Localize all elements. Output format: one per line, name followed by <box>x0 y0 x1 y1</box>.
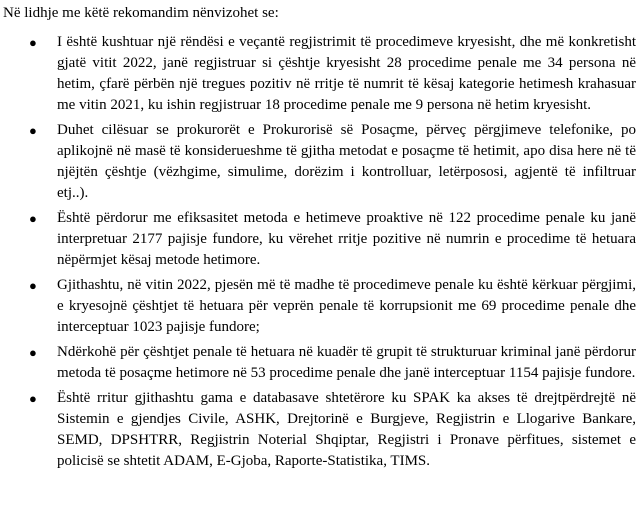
list-item <box>0 208 642 271</box>
bullet-list <box>0 32 642 476</box>
list-item-text: Ndërkohë për çështjet penale të hetuara në kuadër të grupit të strukturuar kriminal janë përdorur metoda të posaçme hetimore në 53 procedime penale dhe janë interceptuar 1154 pajisje fundore. <box>57 344 636 381</box>
list-item-text: Është rritur gjithashtu gama e databasave shtetërore ku SPAK ka akses të drejtpërdrejtë në Sistemin e gjendjes Civile, ASHK, Drejtorinë e Burgjeve, Regjistrin e Llogarive Bankare, SEMD, DPSHTRR, Regjistrin Noterial Shqiptar, Regjistri i Pronave përfitues, sistemet e policisë se shtetit ADAM, E-Gjoba, Raporte-Statistika, TIMS. <box>57 390 636 469</box>
intro-paragraph: Në lidhje me këtë rekomandim nënvizohet se: <box>3 5 279 21</box>
bullet-icon: ● <box>29 345 37 360</box>
list-item <box>0 120 642 204</box>
list-item-text: I është kushtuar një rëndësi e veçantë regjistrimit të procedimeve kryesisht, dhe më konkretisht gjatë vitit 2022, janë regjistruar si çështje kryesisht 28 procedime penale me 34 persona në hetim, çfarë përbën një tregues pozitiv në rritje të numrit të kësaj kategorie hetimesh krahasuar me vitin 2021, ku ishin regjistruar 18 procedime penale me 9 persona në hetim kryesisht. <box>57 34 636 113</box>
list-item <box>0 275 642 338</box>
bullet-icon: ● <box>29 211 37 226</box>
bullet-icon: ● <box>29 123 37 138</box>
list-item <box>0 342 642 384</box>
list-item-text: Është përdorur me efiksasitet metoda e hetimeve proaktive në 122 procedime penale ku janë interpretuar 2177 pajisje fundore, ku vërehet rritje pozitive në numrin e procedime të hetuara nëpërmjet kësaj metode hetimore. <box>57 210 636 268</box>
bullet-icon: ● <box>29 278 37 293</box>
list-item-text: Gjithashtu, në vitin 2022, pjesën më të madhe të procedimeve penale ku është kërkuar përgjimi, e kryesojnë çështjet të hetuara për veprën penale të korrupsionit me 69 procedime penale dhe interceptuar 1023 pajisje fundore; <box>57 277 636 335</box>
bullet-icon: ● <box>29 35 37 50</box>
list-item <box>0 388 642 472</box>
list-item <box>0 32 642 116</box>
list-item-text: Duhet cilësuar se prokurorët e Prokurorisë së Posaçme, përveç përgjimeve telefonike, po aplikojnë në masë të konsiderueshme të gjitha metodat e posaçme të hetimit, apo disa here në të njëjtën çështje (vëzhgime, simulime, dorëzim i kontrolluar, letërpososi, agjentë të infiltruar etj..). <box>57 122 636 201</box>
bullet-icon: ● <box>29 391 37 406</box>
